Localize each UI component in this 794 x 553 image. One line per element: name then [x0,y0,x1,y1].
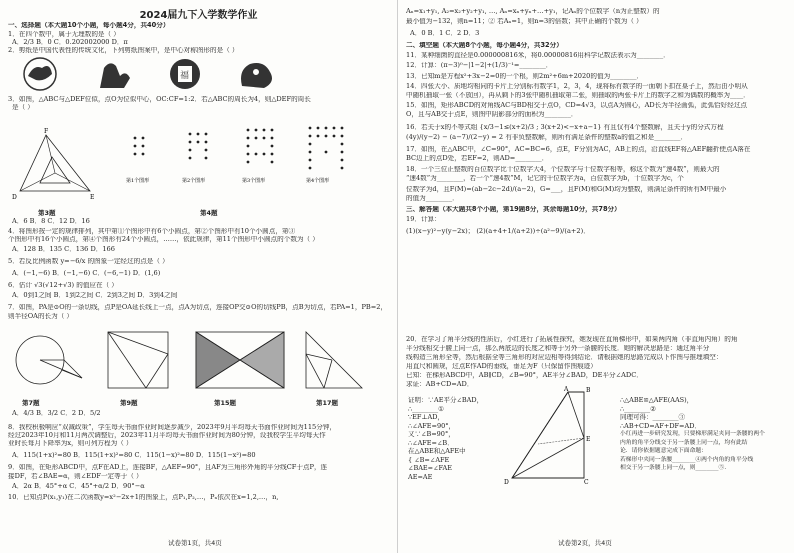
proof-right-line-8: 若梯形中夹同一条腰________④两个内角的角平分线 [620,456,754,463]
figure-q9-rectangle [108,332,168,388]
question-7-options: A．4/3 B．3/2 C．2 D．5/2 [12,410,101,417]
question-13: 13．已知m是方程x²+3x−2=0的一个根，则2m²+6m+2020的值为________． [406,73,644,80]
pattern-label-4: 第4个图形 [306,178,330,184]
question-20-given: 已知：在梯形ABCD中，AB∥CD，∠B=90°，AE平分∠BAD，DE平分∠ADC． [406,372,643,379]
proof-right-line-9: 相交于另一条腰上同一点，则________⑤． [620,465,731,471]
dot-pattern-1 [134,137,145,156]
svg-text:福: 福 [180,71,190,81]
pattern-label-2: 第2个图形 [182,178,206,184]
proof-right-line-4: ∴AB+CD=AF+DF=AD． [620,421,701,430]
proof-right-line-7: 论．请你依据题意完成下面命题： [620,448,707,454]
caption-q7: 第7题 [22,399,40,407]
question-8-cont1: 经过2023年10月和11月两次调整后，2023年11月平均每天书面作业时间为80分钟，设我校学生平均每天作 [8,432,326,439]
question-20: 20．在学习了角平分线的性质后，小红进行了拓展性探究，她发现在直角梯形中，如果两内角（非直角内角）的角 [406,336,738,343]
question-19: 19．计算： [406,216,441,223]
question-3: 3．如图，△ABC与△DEF位似，点O为位似中心，OC:CF=1:2．若△ABC的周长为4，则△DEF的周长 [8,96,311,103]
proof-right-line-3: 同理可得：________③ [620,413,685,421]
question-18: 18．一个三位正整数的百位数字比十位数字大4，个位数字与十位数字相等，称这个数为“速4数”，则最大的 [406,166,720,173]
dot-pattern-2 [189,133,208,160]
question-15: 15．如图，矩形ABCD的对角线AC与BD相交于点O，CD=4√3，以点A为圆心，AD长为半径画弧，此弧恰好经过点 [406,102,748,109]
svg-text:B: B [586,387,591,394]
figure-q20-trapezoid [498,386,608,486]
question-16-cont: (4y)/(y−2) − (a−7)/(2−y) = 2 有非负整数解，则所有满足条件的整数a的值之和是________． [406,134,688,141]
question-16: 16．若关于x的不等式组 {x/3−1≤(x+2)/3 ; 3(x+2)<−x+a−1} 有且仅有4个整数解，且关于y的分式方程 [406,124,724,131]
question-8-options: A．115(1+x)²=80 B．115(1+x)²=80 C．115(1−x)²=80 D．115(1−x²)=80 [12,452,256,459]
svg-text:C: C [584,479,589,486]
pattern-label-1: 第1个图形 [126,178,150,184]
proof-line-4: ∴∠AFE=90°， [408,421,455,430]
question-8-cont2: 业时长每月下降率为x，则可列方程为（ ） [8,440,133,447]
question-9: 9．如图，在矩形ABCD中，点F在AD上，连接BF，△AEF=90°，且AF为三角形外角的平分线CF于点P，连 [8,464,328,471]
question-1: 1．在四个数中，属于无理数的是（ ） [8,31,120,38]
question-17-cont: BC边上的点D处，若EF=2，则AD=________． [406,155,549,162]
question-5-options: A．(−1,−6) B．(−1,−6) C．(−6,−1) D．(1,6) [12,270,161,277]
svg-text:E: E [586,436,591,443]
question-6: 6．估计 √3(√12+√3) 的值应在（ ） [8,282,118,289]
proof-line-5: 又∵∠B=90°， [408,430,455,438]
question-5: 5．若反比例函数 y=−6/x 的图象一定经过的点是（ ） [8,258,169,265]
figure-q4-dot-patterns [120,120,370,190]
question-1-options: A．2/3 B．0 C．0.202002000 D．π [12,39,128,46]
question-4-cont: 个图形中有16个小圆点，第④个图形有24个小圆点，……，依此规律，第11个图形中小圆点的个数为（ ） [8,236,319,243]
proof-right-block [620,396,765,473]
proof-line-9: ∠BAE=∠FAE [408,464,452,472]
question-10: 10．已知点P(x₁,y₁)在二次函数y=x²−2x+1的图象上，点P₁,P₂,…，Pₙ依次在x=1,2,…，n, [8,494,279,501]
question-14-cont: 中随机抽取一张（不放回），再从剩下的3张中随机抽取第二张，则抽取的两张卡片上的数字之和为偶数的概率为____． [406,92,750,99]
question-15-cont: O，且与AB交于点E，则图中阴影部分的面积为________． [406,111,578,118]
question-6-options: A．0到1之间 B．1到2之间 C．2到3之间 D．3到4之间 [12,292,178,299]
question-18-cont3: 的值为________． [406,195,459,202]
question-20-prove: 求证：AB+CD=AD． [406,381,474,388]
question-3-options: A．6 B．8 C．12 D．16 [12,218,90,225]
proof-line-7: 在△ABE和△AFE中 [408,447,466,455]
question-18-cont2: 位数字为d，且F(M)=(ab−2c−2d)/(a−2)，G=___，且F(M)和G(M)均为整数，则满足条件的所有M中最小 [406,186,727,193]
caption-q15: 第15题 [214,399,237,407]
paper-cut-a [24,58,56,90]
paper-cut-d [241,63,272,88]
exam-title: 2024届九下入学数学作业 [139,10,258,21]
dot-pattern-3 [247,129,274,164]
caption-q3: 第3题 [38,209,56,217]
question-7: 7．如图，PA是⊙O的一条切线，点P是OA延长线上一点，点A为切点，连接OP交⊙O的切线PB，点B为切点，若PA=1，PB=2， [8,304,388,311]
svg-text:F: F [44,128,49,135]
question-7-cont: 则半径OA的长为（ ） [8,313,74,320]
figure-q15-rectangle [196,332,284,388]
section-answer-header: 三、解答题（本大题共8个小题，第19题8分，其余每题10分，共78分） [406,206,621,213]
proof-line-1: 证明：∵AE平分∠BAD， [408,396,484,404]
caption-q4: 第4题 [200,209,218,217]
section-choice-header: 一、选择题（本大题10个小题，每小题4分，共40分） [8,22,170,29]
question-9-options: A．2α B．45°+α C．45°+α/2 D．90°−α [12,483,145,490]
section-fill-header: 二、填空题（本大题8个小题，每小题4分，共32分） [406,42,563,49]
page-footer-right: 试卷第2页，共4页 [558,539,612,547]
question-18-cont1: “速4数”为________，若一个“速4数”M，记它的千位数字为a，百位数字为b，十位数字为c，个 [406,175,684,182]
proof-line-6: ∴∠AFE=∠B． [408,438,454,447]
question-20-cont2: 线构造三角形全等，然后根据全等三角形的对应边相等得到结论．请根据她的思路完成以下作图与推理填空： [406,354,723,361]
question-19-parts: (1)(x−y)²−y(y−2x)； (2)(a+4+1/(a+2))÷(a²−9)/(a+2)． [406,228,590,235]
paper-cut-b [100,63,130,88]
proof-right-line-1: ∴△ABE≌△AFE(AAS)， [620,396,694,404]
proof-line-10: AE=AE [408,472,433,481]
question-10-cont1: Aₙ=x₁+y₁, A₂=x₂+y₂+y₁, …, Aₙ=xₙ+yₙ+…+y₁，记Aₙ的个位数字（n为正整数）的 [406,8,660,15]
question-11: 11．某种细菌的直径是0.000000816米，将0.00000816用科学记数法表示为________． [406,52,670,59]
question-20-cont3: 用直尺和圆规，过点E作AD的垂线，垂足为F（只保留作图痕迹） [406,363,597,370]
question-2: 2．剪纸是中国代表性的传统文化，下列剪纸图案中，是中心对称图形的是（ ） [8,47,239,54]
question-4: 4．将图形按一定的规律排列，其中第①个图形中有6个小圆点，第②个图形中有10个小圆点，第③ [8,228,296,235]
svg-text:A: A [564,386,569,393]
proof-right-line-6: 内角的角平分线交于另一条腰上同一点，均有此结 [620,439,748,446]
exam-page-right [397,0,794,553]
proof-line-8: { ∠B=∠AFE [408,455,450,464]
caption-q17: 第17题 [316,399,339,407]
svg-text:E: E [90,194,95,201]
figures-row [6,324,391,396]
question-10-cont2: 最小值为−132，则n=11；② 若Aₙ=1，则n=3的倍数；其中正确的个数为（ ） [406,18,643,25]
proof-line-3: ∵EF⊥AD， [408,413,444,421]
caption-q9: 第9题 [120,399,138,407]
question-10-options: A．0 B．1 C．2 D．3 [410,30,480,37]
proof-left-block [408,396,483,481]
page-footer-left: 试卷第1页，共4页 [168,539,222,547]
proof-right-line-5: 小红再进一步研究发现，只要梯形满足夹同一条腰的两个 [620,431,765,437]
figure-q3-triangles [10,113,100,203]
dot-pattern-4 [309,127,344,170]
question-8: 8．我校积极响应“双减政策”，学生每天书面作业时间逐步减少，2023年9月平均每天书面作业时间为115分钟， [8,424,337,431]
question-4-options: A．128 B．135 C．136 D．166 [12,246,115,253]
question-20-cont1: 平分线相交于腰上同一点，那么两底边的长度之和等于另外一条腰的长度．她的解决思路是：通过角平分 [406,345,710,352]
proof-right-line-2: ∴________② [620,404,656,413]
proof-line-2: ∴________① [408,404,444,413]
question-14: 14．四张大小、质地均相同的卡片上分别标有数字1，2，3，4，现将标有数字的一面朝下扣在桌子上，然后由小明从 [406,83,748,90]
question-12: 12．计算：(π−3)⁰−|1−2|+(1/3)⁻¹=________． [406,62,553,69]
svg-text:D: D [12,194,17,201]
paper-cut-c [170,59,200,89]
question-17: 17．如图，在△ABC中，∠C=90°，AC=BC=6，点E，F分别为AC，AB上的点，沿直线EF将△AEF翻折使点A落在 [406,146,751,153]
question-9-cont: 接DF，若∠BAE=α，则∠EDF一定等于（ ） [8,473,143,480]
paper-cut-images [20,56,280,94]
pattern-label-3: 第3个图形 [242,178,266,184]
question-3-cont: 是（ ） [12,104,34,111]
figure-q7-circle [16,336,82,384]
figure-q17-triangle [306,332,362,388]
svg-text:D: D [504,479,509,486]
